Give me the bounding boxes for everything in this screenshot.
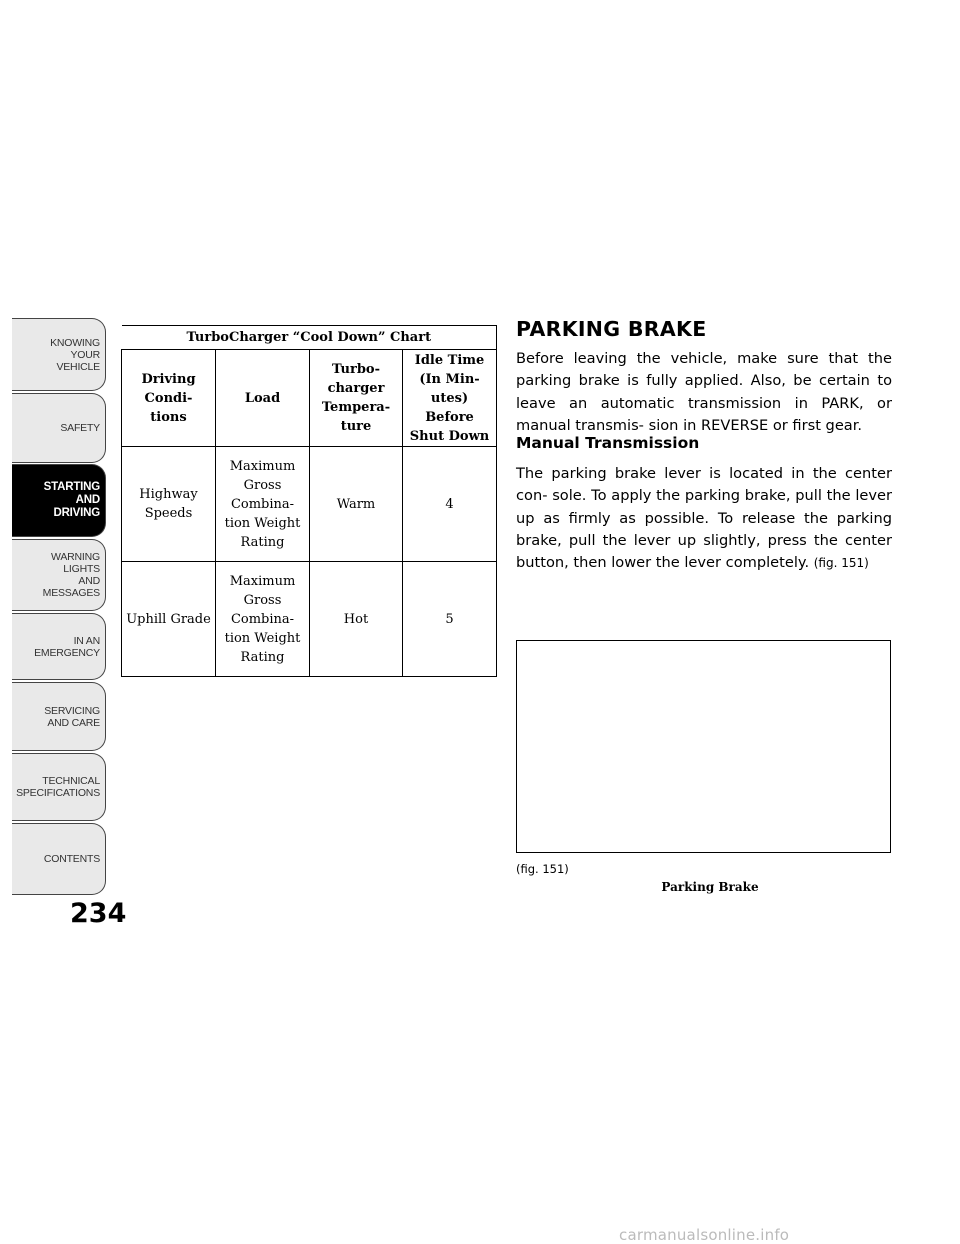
subheading: Manual Transmission	[516, 434, 700, 452]
body-paragraph	[516, 463, 892, 574]
tab-in-an-emergency[interactable]	[12, 613, 106, 680]
tab-label: SERVICING AND CARE	[44, 704, 100, 729]
table-cell: Hot	[310, 562, 403, 677]
tab-contents[interactable]	[12, 823, 106, 895]
tab-label: WARNING LIGHTS AND MESSAGES	[42, 551, 100, 599]
tab-label: KNOWING YOUR VEHICLE	[50, 336, 100, 373]
intro-paragraph: Before leaving the vehicle, make sure that the parking brake is fully applied. Also, be certain to leave an automatic transmission in PARK, or manual transmis- sion in REVERSE or first gear.	[516, 350, 892, 434]
table-cell: 4	[403, 447, 497, 562]
column-header: Load	[216, 350, 310, 447]
tab-label: STARTING AND DRIVING	[43, 481, 100, 519]
column-header: Idle Time (In Min- utes) Before Shut Down	[403, 350, 497, 447]
tab-label: CONTENTS	[43, 853, 100, 865]
tab-warning-lights[interactable]	[12, 539, 106, 611]
column-header: Turbo- charger Tempera- ture	[310, 350, 403, 447]
figure-image-placeholder	[516, 640, 891, 853]
table-title: TurboCharger “Cool Down” Chart	[122, 326, 497, 350]
table-cell: Highway Speeds	[122, 447, 216, 562]
figure-caption: Parking Brake	[661, 880, 759, 894]
table-row	[122, 562, 497, 677]
tab-starting-and-driving[interactable]	[12, 464, 106, 537]
tab-label: SAFETY	[60, 422, 100, 434]
table-cell: Warm	[310, 447, 403, 562]
tab-servicing-and-care[interactable]	[12, 682, 106, 751]
figure-label: (fig. 151)	[516, 862, 569, 876]
table-header-row	[122, 350, 497, 447]
figure-reference-link[interactable]: (fig. 151)	[813, 556, 869, 571]
table-row	[122, 447, 497, 562]
table-cell: 5	[403, 562, 497, 677]
page-number: 234	[70, 898, 127, 929]
tab-technical-specifications[interactable]	[12, 753, 106, 821]
table-cell: Maximum Gross Combina- tion Weight Rating	[216, 447, 310, 562]
table-cell: Maximum Gross Combina- tion Weight Rating	[216, 562, 310, 677]
tab-safety[interactable]	[12, 393, 106, 463]
body-text: The parking brake lever is located in the center con- sole. To apply the parking brake, pull the lever up as firmly as possible. To release the parking brake, pull the lever up slightly, press the center button, then lower the lever completely.	[516, 465, 892, 572]
column-header: Driving Condi- tions	[122, 350, 216, 447]
tab-knowing-your-vehicle[interactable]	[12, 318, 106, 391]
section-heading: PARKING BRAKE	[516, 317, 707, 341]
watermark: carmanualsonline.info	[619, 1226, 790, 1244]
turbocharger-cool-down-table	[121, 325, 497, 677]
tab-label: TECHNICAL SPECIFICATIONS	[16, 775, 100, 799]
table-cell: Uphill Grade	[122, 562, 216, 677]
tab-label: IN AN EMERGENCY	[34, 634, 100, 659]
